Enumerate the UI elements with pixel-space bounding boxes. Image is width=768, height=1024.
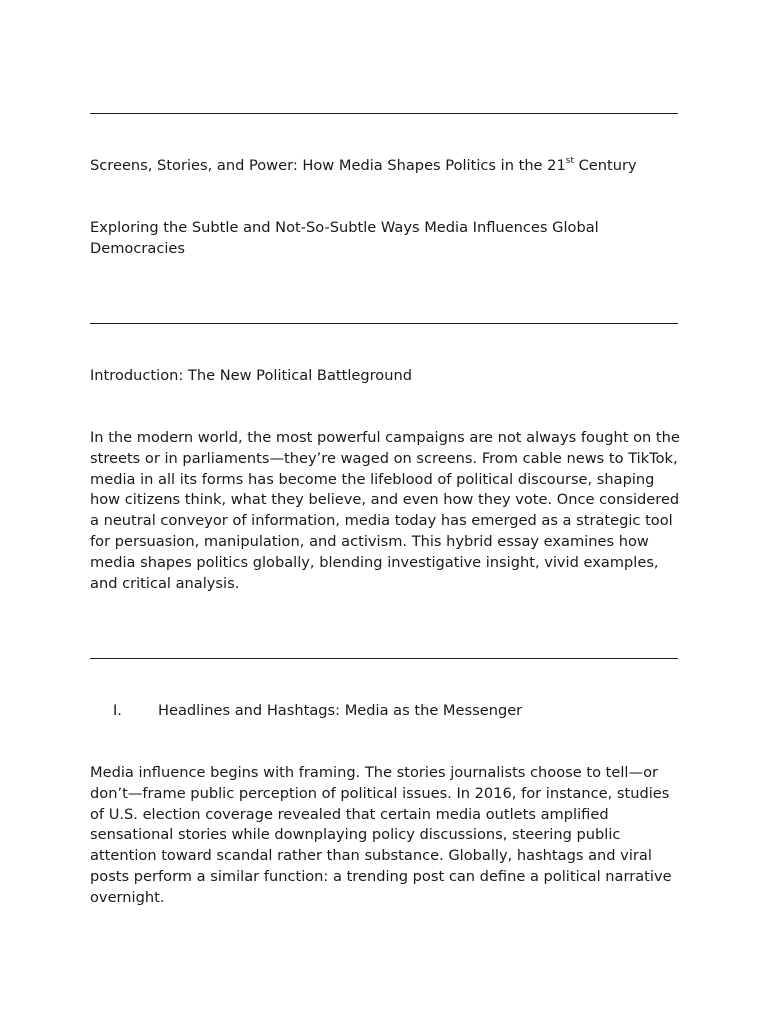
section-heading-introduction: Introduction: The New Political Battleground <box>90 367 413 384</box>
section-body-introduction: In the modern world, the most powerful campaigns are not always fought on the streets or in parliaments—they’re waged on screens. From cable news to TikTok, media in all its forms has become the lifeblood of political discourse, shaping how citizens think, what they believe, and even how they vote. Once considered a neutral conveyor of information, media today has emerged as a strategic tool for persuasion, manipulation, and activism. This hybrid essay examines how media shapes politics globally, blending investigative insight, vivid examples, and critical analysis. <box>90 429 680 592</box>
horizontal-rule <box>90 113 678 114</box>
document-title <box>90 156 682 177</box>
document-subtitle: Exploring the Subtle and Not-So-Subtle Ways Media Influences Global Democracies <box>90 219 599 257</box>
horizontal-rule <box>90 658 678 659</box>
title-tail: Century <box>573 157 637 174</box>
section-numeral: I. <box>113 702 122 719</box>
horizontal-rule <box>90 323 678 324</box>
section-heading-headlines: Headlines and Hashtags: Media as the Messenger <box>158 702 523 719</box>
section-body-headlines: Media influence begins with framing. The stories journalists choose to tell—or don’t—frame public perception of political issues. In 2016, for instance, studies of U.S. election coverage revealed that certain media outlets amplified sensational stories while downplaying policy discussions, steering public attention toward scandal rather than substance. Globally, hashtags and viral posts perform a similar function: a trending post can define a political narrative overnight. <box>90 764 672 906</box>
title-main: Screens, Stories, and Power: How Media Shapes Politics in the 21 <box>90 157 566 174</box>
title-superscript: st <box>565 156 574 167</box>
